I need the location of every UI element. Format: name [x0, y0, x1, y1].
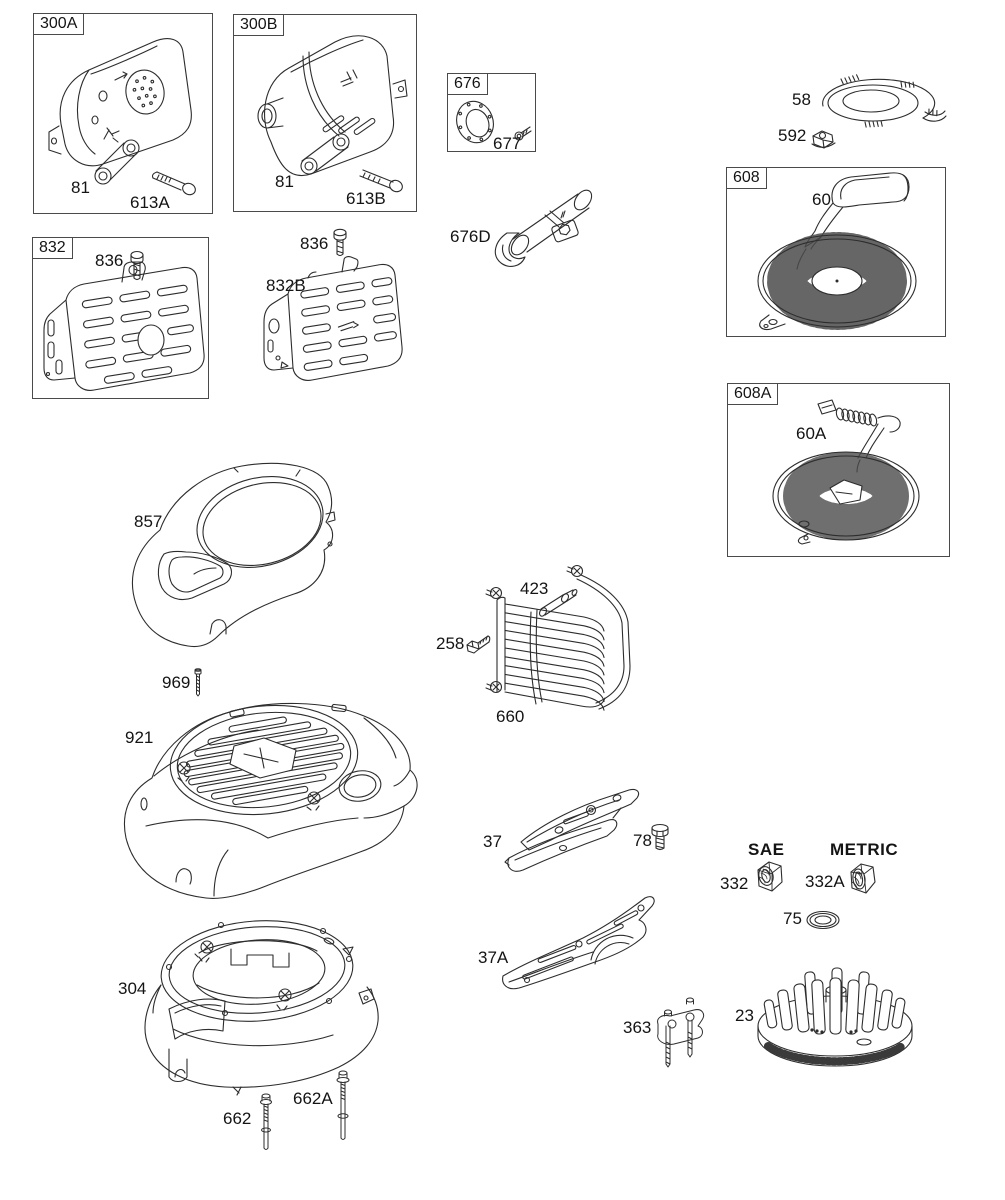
washer-75-illustration [804, 908, 842, 932]
group-tag-832: 832 [32, 237, 73, 259]
stud-662-illustration [256, 1092, 276, 1156]
part-label-613A: 613A [130, 193, 170, 212]
bracket-37-illustration [493, 778, 645, 878]
gasket-676-illustration [450, 96, 534, 148]
recoil-starter-608-illustration [733, 169, 941, 331]
part-label-662: 662 [223, 1109, 252, 1128]
part-label-60A: 60A [796, 424, 827, 443]
group-tag-676: 676 [447, 73, 488, 95]
flywheel-23-illustration [754, 944, 916, 1076]
part-label-662A: 662A [293, 1089, 333, 1108]
part-label-75: 75 [783, 909, 802, 928]
part-label-921: 921 [125, 728, 154, 747]
nut-592-illustration [808, 127, 838, 151]
part-label-332: 332 [720, 874, 749, 893]
part-label-660: 660 [496, 707, 525, 726]
part-label-832B: 832B [266, 276, 306, 295]
part-label-258: 258 [436, 634, 465, 653]
cover-857-illustration [122, 456, 348, 652]
part-label-81-a: 81 [71, 178, 90, 197]
part-label-37: 37 [483, 832, 502, 851]
group-tag-608: 608 [726, 167, 767, 189]
part-label-332A: 332A [805, 872, 845, 891]
part-label-58: 58 [792, 90, 811, 109]
muffler-300A-illustration [45, 28, 207, 178]
part-label-969: 969 [162, 673, 191, 692]
nut-332-illustration [753, 858, 787, 896]
debris-guard-832-illustration [38, 256, 210, 396]
debris-guard-832B-illustration [250, 252, 402, 394]
starter-rope-illustration [813, 76, 945, 134]
part-label-81-b: 81 [275, 172, 294, 191]
stud-662A-illustration [332, 1068, 354, 1146]
part-label-60: 60 [812, 190, 831, 209]
part-label-613B: 613B [346, 189, 386, 208]
part-label-592: 592 [778, 126, 807, 145]
heading-metric: METRIC [830, 840, 899, 859]
part-label-363: 363 [623, 1018, 652, 1037]
blower-housing-921-illustration [118, 686, 424, 906]
part-label-836-b: 836 [300, 234, 329, 253]
group-tag-608A: 608A [727, 383, 778, 405]
part-label-423: 423 [520, 579, 549, 598]
nut-332A-illustration [847, 860, 879, 898]
part-label-78: 78 [633, 831, 652, 850]
heading-sae: SAE [748, 840, 785, 859]
part-label-836-a: 836 [95, 251, 124, 270]
bracket-37A-illustration [491, 888, 661, 994]
group-tag-300B: 300B [233, 14, 284, 36]
part-label-677: 677 [493, 134, 522, 153]
part-label-676D: 676D [450, 227, 491, 246]
screw-836a-illustration [127, 250, 147, 284]
recoil-starter-608A-illustration [760, 388, 930, 552]
part-label-304: 304 [118, 979, 147, 998]
muffler-300B-illustration [243, 24, 415, 192]
part-label-37A: 37A [478, 948, 509, 967]
group-tag-300A: 300A [33, 13, 84, 35]
muffler-tube-676D-illustration [483, 173, 601, 265]
part-label-23: 23 [735, 1006, 754, 1025]
part-label-857: 857 [134, 512, 163, 531]
bracket-363-illustration [646, 990, 708, 1076]
